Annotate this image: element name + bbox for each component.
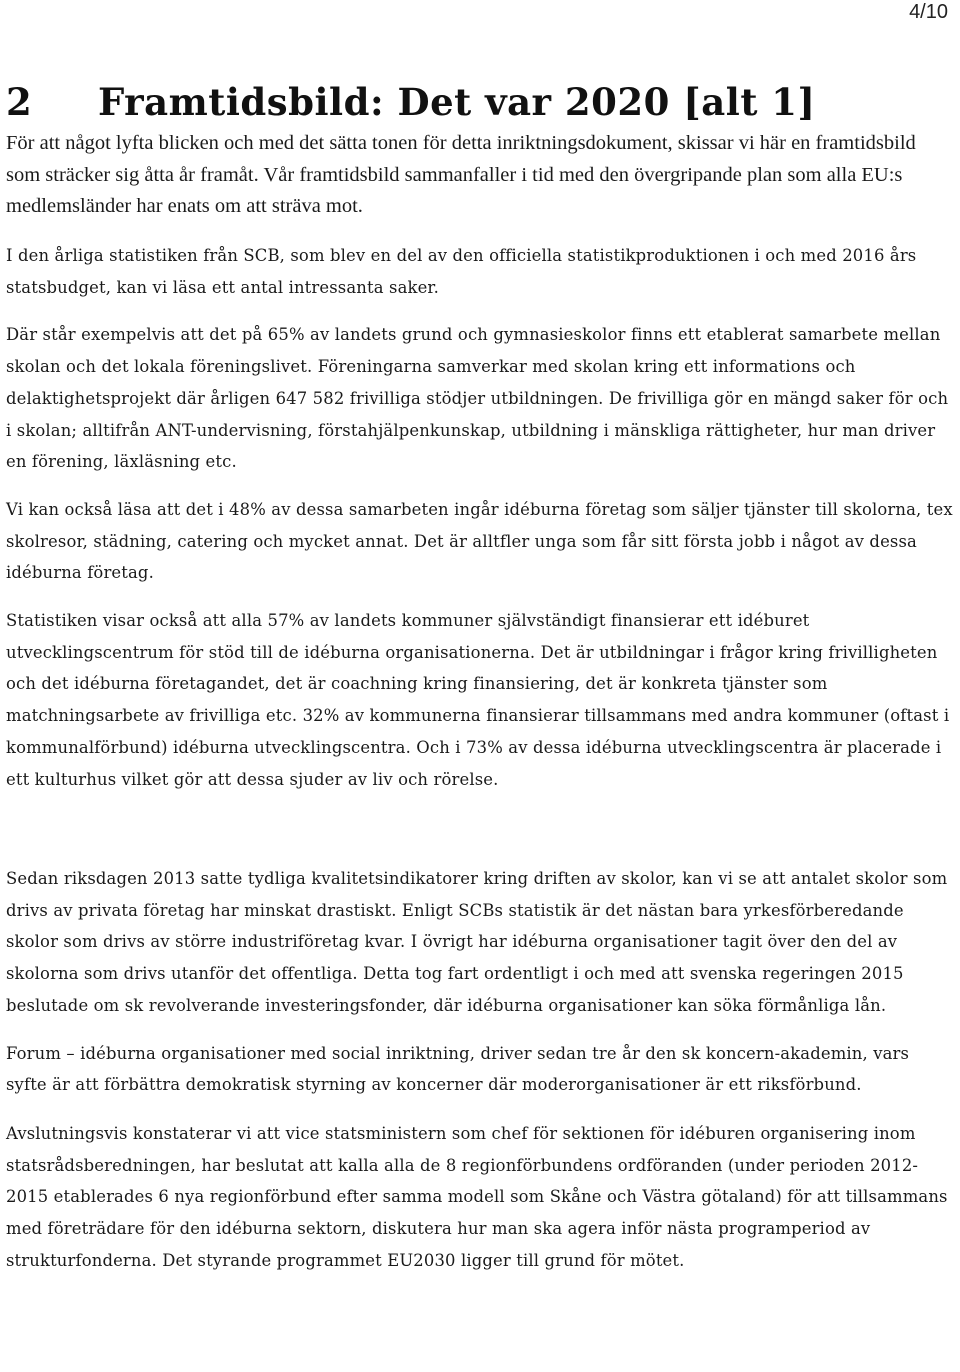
section-title: Framtidsbild: Det var 2020 [alt 1] xyxy=(98,80,816,124)
paragraph-idea-based-companies: Vi kan också läsa att det i 48% av dessa samarbeten ingår idéburna företag som säljer tjänster till skolorna, tex skolresor, städning, catering och mycket annat. Det är alltfler unga som får sitt första jobb i något av dessa idéburna företag. xyxy=(6,499,953,583)
page-number: 4/10 xyxy=(909,1,948,23)
intro-block xyxy=(6,128,954,223)
section-heading xyxy=(6,78,816,126)
body-block-1 xyxy=(6,240,954,795)
paragraph-forum: Forum – idéburna organisationer med social inriktning, driver sedan tre år den sk koncern-akademin, vars syfte är att förbättra demokratisk styrning av koncerner där moderorganisationer är ett riksförbund. xyxy=(6,1043,910,1095)
paragraph-development-centres: Statistiken visar också att alla 57% av landets kommuner självständigt finansierar ett idéburet utvecklingscentrum för stöd till de idéburna organisationerna. Det är utbildningar i frågor kring frivilligheten och det idéburna företagandet, det är coachning kring finansiering, det är konkreta tjänster som matchningsarbete av frivilliga etc. 32% av kommunerna finansierar tillsammans med andra kommuner (oftast i kommunalförbund) idéburna utvecklingscentra. Och i 73% av dessa idéburna utvecklingscentra är placerade i ett kulturhus vilket gör att dessa sjuder av liv och rörelse. xyxy=(6,611,950,789)
paragraph-school-cooperation: Där står exempelvis att det på 65% av landets grund och gymnasieskolor finns ett etablerat samarbete mellan skolan och det lokala föreningslivet. Föreningarna samverkar med skolan kring ett informations och delaktighetsprojekt där årligen 647 582 frivilliga stödjer utbildningen. De frivilliga gör en mängd saker för och i skolan; alltifrån ANT-undervisning, förstahjälpenkunskap, utbildning i mänskliga rättigheter, hur man driver en förening, läxläsning etc. xyxy=(6,325,949,472)
intro-paragraph: För att något lyfta blicken och med det sätta tonen för detta inriktningsdokument, skissar vi här en framtidsbild som sträcker sig åtta år framåt. Vår framtidsbild sammanfaller i tid med den övergripande plan som alla EU:s medlemsländer har enats om att sträva mot. xyxy=(6,132,916,218)
section-number: 2 xyxy=(6,80,33,124)
paragraph-conclusion: Avslutningsvis konstaterar vi att vice statsministern som chef för sektionen för idéburen organisering inom statsrådsberedningen, har beslutat att kalla alla de 8 regionförbundens ordföranden (under perioden 2012-2015 etablerades 6 nya regionförbund efter samma modell som Skåne och Västra götaland) för att tillsammans med företrädare för den idéburna sektorn, diskutera hur man ska agera inför nästa programperiod av strukturfonderna. Det styrande programmet EU2030 ligger till grund för mötet. xyxy=(6,1123,948,1270)
body-block-2 xyxy=(6,863,954,1276)
paragraph-scb-statistics: I den årliga statistiken från SCB, som blev en del av den officiella statistikproduktionen i och med 2016 års statsbudget, kan vi läsa ett antal intressanta saker. xyxy=(6,246,917,297)
paragraph-school-quality: Sedan riksdagen 2013 satte tydliga kvalitetsindikatorer kring driften av skolor, kan vi se att antalet skolor som drivs av privata företag har minskat drastiskt. Enligt SCBs statistik är det nästan bara yrkesförberedande skolor som drivs av större industriföretag kvar. I övrigt har idéburna organisationer tagit över den del av skolorna som drivs utanför det offentliga. Detta tog fart ordentligt i och med att svenska regeringen 2015 beslutade om sk revolverande investeringsfonder, där idéburna organisationer kan söka förmånliga lån. xyxy=(6,869,948,1015)
